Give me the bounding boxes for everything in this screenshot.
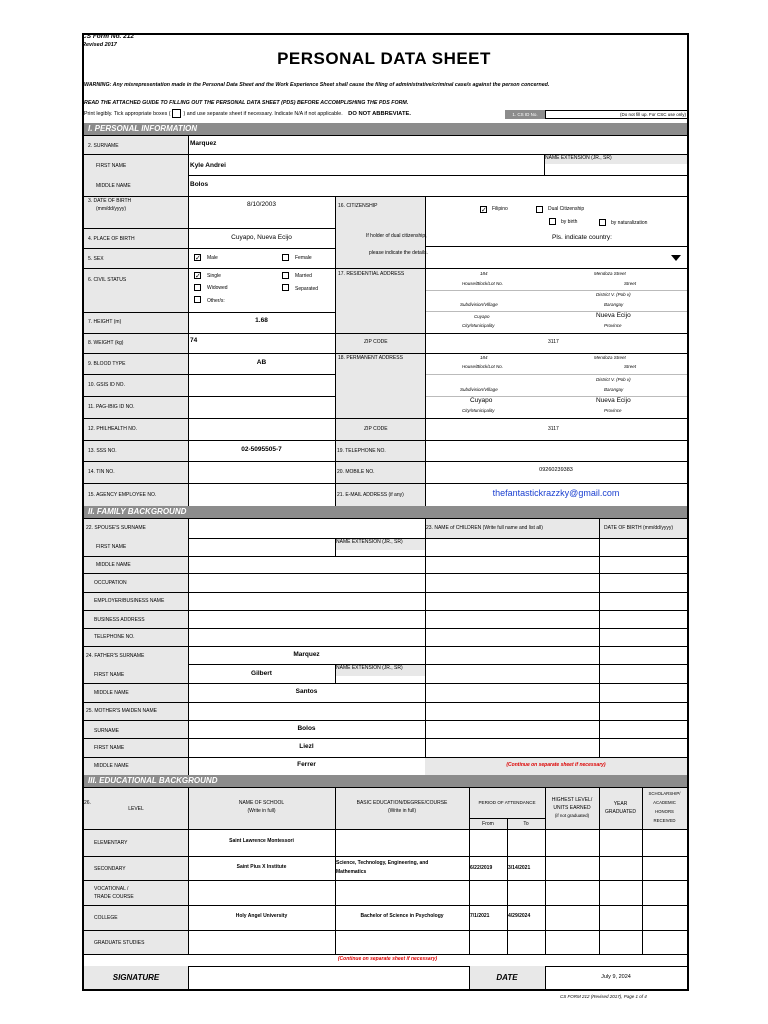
form-title: PERSONAL DATA SHEET (277, 49, 491, 68)
form-body (84, 0, 687, 1024)
place-of-birth-label: 4. PLACE OF BIRTH (88, 236, 135, 242)
father-first-name-value[interactable]: Gilbert (251, 670, 272, 677)
edu-level-vocational-a: VOCATIONAL / (94, 886, 129, 892)
scholarship-header-d: RECEIVED (653, 818, 676, 823)
edu-to-college[interactable]: 4/29/2024 (508, 913, 531, 919)
year-graduated-header-a: YEAR (613, 801, 628, 807)
weight-label: 8. WEIGHT (kg) (88, 340, 124, 346)
father-surname-value[interactable]: Marquez (293, 651, 320, 658)
by-naturalization-checkbox[interactable] (599, 219, 606, 226)
from-header: From (482, 821, 494, 827)
form-number: CS Form No. 212 (82, 33, 135, 40)
sss-value[interactable]: 02-5095505-7 (241, 446, 282, 453)
dob-format-label: (mm/dd/yyyy) (96, 206, 126, 212)
surname-value[interactable]: Marquez (190, 140, 217, 147)
married-checkbox[interactable] (282, 272, 289, 279)
father-surname-label: 24. FATHER'S SURNAME (86, 653, 145, 659)
civil-status-label: 6. CIVIL STATUS (88, 277, 127, 283)
dual-citizenship-checkbox[interactable] (536, 206, 543, 213)
blood-type-label: 9. BLOOD TYPE (88, 361, 126, 367)
res-city-value[interactable]: Cuyapo (474, 314, 490, 319)
spouse-name-extension-label: NAME EXTENSION (JR., SR) (336, 539, 403, 545)
father-first-name-label: FIRST NAME (94, 672, 125, 678)
male-checkbox[interactable]: ✓ (195, 255, 201, 262)
edu-level-secondary: SECONDARY (94, 866, 126, 872)
education-continue-note: (Continue on separate sheet if necessary) (337, 956, 438, 962)
married-label: Married (295, 273, 312, 279)
res-province-caption: Province (604, 323, 622, 328)
res-zip-value[interactable]: 3117 (548, 339, 559, 345)
res-province-value[interactable]: Nueva Ecijo (596, 312, 631, 319)
father-name-extension-label: NAME EXTENSION (JR., SR) (336, 665, 403, 671)
by-birth-checkbox[interactable] (549, 218, 556, 225)
instruction-part-b: ) and use separate sheet if necessary. Indicate N/A if not applicable. (183, 110, 343, 117)
height-label: 7. HEIGHT (m) (88, 319, 122, 325)
children-label: 23. NAME of CHILDREN (Write full name and list all) (426, 525, 543, 531)
single-checkbox[interactable]: ✓ (195, 273, 201, 280)
res-street-value[interactable]: Mendoza Street (594, 271, 626, 276)
highest-level-header-a: HIGHEST LEVEL/ (551, 797, 593, 803)
education-number: 26. (84, 800, 91, 806)
period-header: PERIOD OF ATTENDANCE (478, 800, 536, 805)
highest-level-header-c: (if not graduated) (554, 813, 590, 818)
level-header: LEVEL (128, 806, 144, 812)
school-header: NAME OF SCHOOL (238, 800, 285, 806)
instruction-part-a: Print legibly. Tick appropriate boxes ( (84, 110, 171, 117)
edu-school-elementary[interactable]: Saint Lawrence Montessori (229, 838, 294, 844)
scholarship-header-b: ACADEMIC (653, 800, 676, 805)
filipino-label: Filipino (492, 206, 508, 212)
separated-label: Separated (295, 286, 319, 292)
mobile-value[interactable]: 09260239383 (539, 467, 573, 473)
edu-level-vocational-b: TRADE COURSE (94, 894, 134, 900)
scholarship-header-c: HONORS (655, 809, 674, 814)
separated-checkbox[interactable] (282, 284, 289, 291)
signature-field[interactable] (189, 967, 468, 988)
edu-from-college[interactable]: 7/1/2021 (470, 913, 490, 919)
citizenship-label: 16. CITIZENSHIP (338, 203, 378, 209)
mother-first-name-label: FIRST NAME (94, 745, 125, 751)
others-checkbox[interactable] (194, 296, 201, 303)
res-house-value[interactable]: 184 (480, 271, 488, 276)
widowed-label: Widowed (207, 285, 228, 291)
perm-zip-value[interactable]: 3117 (548, 426, 559, 432)
children-dob-label: DATE OF BIRTH (mm/dd/yyyy) (604, 525, 673, 531)
perm-subd-caption: Subdivision/Village (460, 387, 498, 392)
pagibig-label: 11. PAG-IBIG ID NO. (88, 404, 135, 410)
email-label: 21. E-MAIL ADDRESS (if any) (337, 492, 404, 498)
perm-barangay-value[interactable]: District V. (Pob v) (596, 377, 631, 382)
by-naturalization-label: by naturalization (611, 220, 648, 226)
chevron-down-icon[interactable] (671, 255, 681, 261)
perm-barangay-caption: Barangay (604, 387, 624, 392)
filipino-checkbox[interactable]: ✓ (481, 207, 487, 214)
mother-middle-name-value[interactable]: Ferrer (297, 761, 316, 768)
telephone-label: 19. TELEPHONE NO. (337, 448, 386, 454)
mother-maiden-name-label: 25. MOTHER'S MAIDEN NAME (86, 708, 157, 714)
dual-note-b: please indicate the details. (369, 250, 428, 256)
footer-page-number: CS FORM 212 (Revised 2017), Page 1 of 4 (560, 994, 647, 999)
scholarship-header-a: SCHOLARSHIP/ (648, 791, 681, 796)
family-continue-note: (Continue on separate sheet if necessary) (506, 762, 606, 768)
widowed-checkbox[interactable] (194, 284, 201, 291)
warning-text: WARNING: Any misrepresentation made in the Personal Data Sheet and the Work Experience Sheet shall cause the filing of administrative/criminal case/s against the person concerned. (84, 82, 550, 88)
name-extension-label: NAME EXTENSION (JR., SR) (545, 155, 612, 161)
res-barangay-caption: Barangay (604, 302, 624, 307)
email-value[interactable]: thefantastickrazzky@gmail.com (492, 488, 620, 498)
year-graduated-header-b: GRADUATED (604, 809, 637, 815)
residential-address-label: 17. RESIDENTIAL ADDRESS (338, 271, 405, 277)
edu-school-secondary[interactable]: Saint Pius X Institute (236, 864, 287, 870)
surname-label: 2. SURNAME (88, 143, 119, 149)
tin-label: 14. TIN NO. (88, 469, 115, 475)
dual-citizenship-label: Dual Citizenship (548, 206, 585, 212)
section-education-header: III. EDUCATIONAL BACKGROUND (84, 775, 687, 787)
cs-id-label: 1. CS ID No. (505, 110, 545, 119)
form-revision: Revised 2017 (82, 42, 117, 48)
guide-text: READ THE ATTACHED GUIDE TO FILLING OUT THE PERSONAL DATA SHEET (PDS) BEFORE ACCOMPLISHING THE PDS FORM. (84, 100, 409, 106)
employer-label: EMPLOYER/BUSINESS NAME (94, 598, 165, 604)
mother-middle-name-label: MIDDLE NAME (94, 763, 129, 769)
middle-name-value[interactable]: Bolos (190, 181, 209, 188)
female-label: Female (295, 255, 312, 261)
indicate-country-label: Pls. indicate country: (552, 234, 612, 241)
mother-surname-label: SURNAME (94, 728, 120, 734)
cs-id-field[interactable]: (Do not fill up. For CSC use only) (545, 110, 689, 119)
height-value[interactable]: 1.68 (255, 317, 268, 324)
to-header: To (523, 821, 529, 827)
spouse-middle-name-label: MIDDLE NAME (96, 562, 131, 568)
res-barangay-value[interactable]: District V. (Pob v) (596, 292, 631, 297)
place-of-birth-value[interactable]: Cuyapo, Nueva Ecijo (231, 234, 292, 241)
date-value[interactable]: July 9, 2024 (601, 974, 631, 980)
res-city-caption: City/Municipality (462, 323, 495, 328)
res-street-caption: Street (624, 281, 637, 286)
weight-value[interactable]: 74 (190, 337, 198, 344)
mother-first-name-value[interactable]: Liezl (299, 743, 314, 750)
edu-school-college[interactable]: Holy Angel University (235, 913, 288, 919)
edu-level-graduate: GRADUATE STUDIES (94, 940, 145, 946)
gsis-label: 10. GSIS ID NO. (88, 382, 125, 388)
perm-house-caption: House/Block/Lot No. (462, 364, 504, 369)
philhealth-label: 12. PHILHEALTH NO. (88, 426, 138, 432)
permanent-address-label: 18. PERMANENT ADDRESS (338, 355, 403, 361)
dual-note-a: If holder of dual citizenship, (366, 233, 427, 239)
single-label: Single (207, 273, 221, 279)
perm-city-caption: City/Municipality (462, 408, 495, 413)
occupation-label: OCCUPATION (94, 580, 127, 586)
country-dropdown[interactable] (425, 246, 687, 268)
course-header: BASIC EDUCATION/DEGREE/COURSE (356, 800, 448, 806)
no-abbreviate: DO NOT ABBREVIATE. (348, 110, 411, 117)
sss-label: 13. SSS NO. (88, 448, 117, 454)
highest-level-header-b: UNITS EARNED (553, 805, 591, 811)
agency-employee-label: 15. AGENCY EMPLOYEE NO. (88, 492, 157, 498)
dob-value[interactable]: 8/10/2003 (247, 201, 276, 208)
perm-city-value[interactable]: Cuyapo (470, 397, 493, 404)
perm-street-caption: Street (624, 364, 637, 369)
res-zip-label: ZIP CODE (364, 339, 388, 345)
res-subd-caption: Subdivision/Village (460, 302, 498, 307)
dob-label: 3. DATE OF BIRTH (88, 198, 132, 204)
spouse-first-name-label: FIRST NAME (96, 544, 127, 550)
first-name-value[interactable]: Kyle Andrei (190, 162, 226, 169)
perm-zip-label: ZIP CODE (364, 426, 388, 432)
spouse-telephone-label: TELEPHONE NO. (94, 634, 135, 640)
business-address-label: BUSINESS ADDRESS (94, 617, 145, 623)
mobile-label: 20. MOBILE NO. (337, 469, 375, 475)
perm-province-caption: Province (604, 408, 622, 413)
by-birth-label: by birth (561, 219, 578, 225)
edu-course-secondary-a[interactable]: Science, Technology, Engineering, and (336, 860, 429, 866)
edu-course-secondary-b[interactable]: Mathematics (336, 869, 367, 875)
section-family-header: II. FAMILY BACKGROUND (84, 506, 687, 518)
res-house-caption: House/Block/Lot No. (462, 281, 504, 286)
section-personal-header: I. PERSONAL INFORMATION (84, 123, 687, 135)
middle-name-label: MIDDLE NAME (96, 183, 131, 189)
edu-to-secondary[interactable]: 3/14/2021 (508, 865, 531, 871)
course-subheader: (Write in full) (388, 808, 416, 814)
father-middle-name-label: MIDDLE NAME (94, 690, 129, 696)
edu-course-college[interactable]: Bachelor of Science in Psychology (360, 913, 444, 919)
first-name-label: FIRST NAME (96, 163, 127, 169)
others-label: Other/s: (207, 298, 225, 304)
blood-type-value[interactable]: AB (256, 359, 267, 366)
edu-level-elementary: ELEMENTARY (94, 840, 128, 846)
signature-label: SIGNATURE (112, 973, 160, 982)
perm-province-value[interactable]: Nueva Ecijo (596, 397, 631, 404)
edu-from-secondary[interactable]: 6/22/2019 (470, 865, 493, 871)
perm-street-value[interactable]: Mendoza Street (594, 355, 626, 360)
female-checkbox[interactable] (282, 254, 289, 261)
mother-surname-value[interactable]: Bolos (297, 725, 316, 732)
school-subheader: (Write in full) (247, 808, 276, 814)
male-label: Male (207, 255, 218, 261)
perm-house-value[interactable]: 184 (480, 355, 488, 360)
father-middle-name-value[interactable]: Santos (295, 688, 318, 695)
sex-label: 5. SEX (88, 256, 104, 262)
edu-level-college: COLLEGE (94, 915, 118, 921)
date-label: DATE (496, 973, 518, 982)
spouse-surname-label: 22. SPOUSE'S SURNAME (86, 525, 146, 531)
